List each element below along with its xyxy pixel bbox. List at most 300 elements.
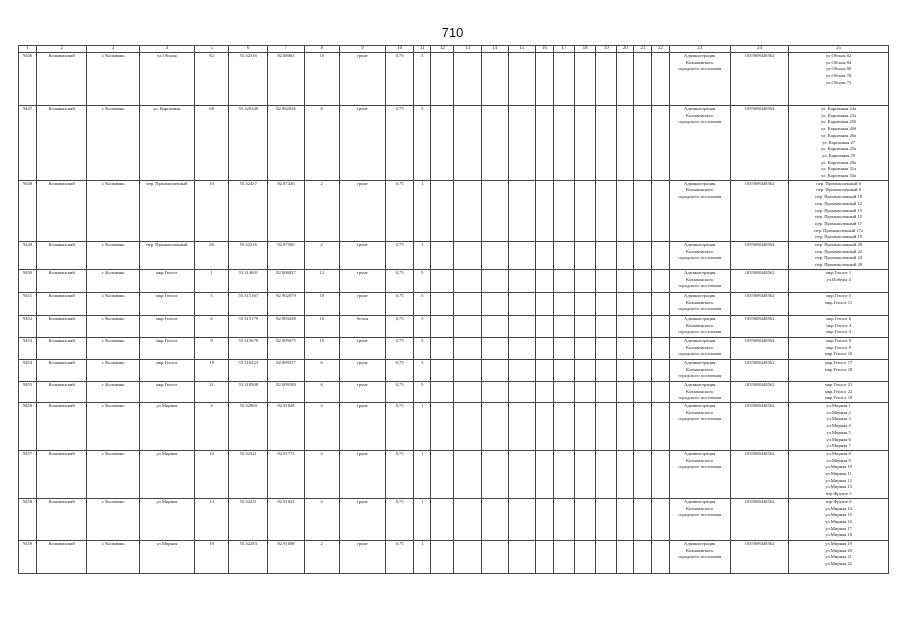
address-line: мкр.Геолог 5	[826, 292, 852, 298]
owner-cell	[669, 540, 730, 573]
table-row	[19, 242, 889, 270]
empty-cell	[634, 381, 652, 402]
table-row	[19, 180, 889, 241]
district-cell: Колыванский	[37, 540, 87, 573]
address-line: ул.Мирная 18	[825, 532, 852, 538]
empty-cell	[652, 315, 669, 337]
empty-cell	[553, 106, 574, 181]
empty-cell	[652, 381, 669, 402]
column-number-cell: 20	[617, 46, 634, 53]
empty-cell	[575, 381, 596, 402]
container-count-cell: 5	[414, 337, 431, 359]
served-addresses-cell	[789, 180, 889, 241]
column-number-cell: 11	[414, 46, 431, 53]
owner-cell	[669, 180, 730, 241]
empty-cell	[535, 53, 553, 106]
empty-cell	[553, 359, 574, 381]
surface-type-cell: грунт	[339, 450, 385, 498]
container-volume-cell: 0,75	[386, 402, 414, 450]
address-line: ул.Мирная 13	[825, 484, 852, 490]
empty-cell	[596, 337, 617, 359]
empty-cell	[553, 315, 574, 337]
address-line: ул.Обская 73	[825, 79, 852, 85]
address-line: пер. Промышленный 12	[815, 200, 863, 206]
empty-cell	[535, 292, 553, 315]
address-line: ул.Мирная 12	[825, 477, 852, 483]
empty-cell	[481, 292, 508, 315]
container-count-cell: 1	[414, 180, 431, 241]
house-number-cell: 82	[194, 53, 228, 106]
empty-cell	[481, 450, 508, 498]
address-line: пер. Промышленный 20	[815, 242, 863, 248]
empty-cell	[575, 269, 596, 292]
column-number-cell: 9	[339, 46, 385, 53]
address-line: мкр.Геолог 11	[825, 299, 853, 305]
empty-cell	[454, 315, 481, 337]
empty-cell	[454, 292, 481, 315]
column-number-cell: 5	[194, 46, 228, 53]
container-volume-cell: 0,75	[386, 180, 414, 241]
served-addresses-cell	[789, 402, 889, 450]
empty-cell	[652, 106, 669, 181]
surface-type-cell: грунт	[339, 242, 385, 270]
empty-cell	[454, 53, 481, 106]
column-number-cell: 24	[730, 46, 788, 53]
area-cell: 12	[304, 269, 339, 292]
empty-cell	[634, 53, 652, 106]
empty-cell	[596, 540, 617, 573]
empty-cell	[575, 498, 596, 540]
empty-cell	[553, 269, 574, 292]
address-line: мкр.Геолог 9	[826, 344, 852, 350]
owner-cell	[669, 106, 730, 181]
owner-line: городского поселения	[678, 194, 722, 200]
empty-cell	[535, 106, 553, 181]
empty-cell	[596, 269, 617, 292]
district-cell: Колыванский	[37, 450, 87, 498]
empty-cell	[535, 540, 553, 573]
served-addresses-cell	[789, 53, 889, 106]
empty-cell	[431, 292, 454, 315]
district-cell: Колыванский	[37, 292, 87, 315]
address-line: пер.Фрунзе 6	[825, 498, 852, 504]
house-number-cell: 68	[194, 106, 228, 181]
street-cell: мкр.Геолог	[139, 292, 194, 315]
empty-cell	[481, 53, 508, 106]
empty-cell	[508, 180, 535, 241]
address-line: ул.Мирная 9	[826, 457, 851, 463]
owner-line: городского поселения	[678, 329, 722, 335]
empty-cell	[617, 450, 634, 498]
empty-cell	[652, 540, 669, 573]
address-line: ул. Карпачная 23а	[821, 112, 857, 118]
table-row	[19, 402, 889, 450]
district-cell: Колыванский	[37, 180, 87, 241]
container-volume-cell: 0,75	[386, 242, 414, 270]
empty-cell	[575, 180, 596, 241]
empty-cell	[575, 540, 596, 573]
district-cell: Колыванский	[37, 402, 87, 450]
address-line: ул. Карпачная 24а	[821, 106, 857, 111]
column-number-cell: 12	[431, 46, 454, 53]
latitude-cell: 55.316223	[229, 359, 268, 381]
container-count-cell: 5	[414, 106, 431, 181]
empty-cell	[431, 315, 454, 337]
address-line: ул.Мирная 5	[826, 429, 851, 435]
empty-cell	[481, 315, 508, 337]
served-addresses-cell	[789, 381, 889, 402]
empty-cell	[553, 498, 574, 540]
page-number: 710	[441, 25, 464, 40]
ogrn-cell: 1055008448562	[730, 381, 788, 402]
area-cell: 10	[304, 315, 339, 337]
address-line: мкр.Геолог 21	[824, 381, 853, 387]
container-count-cell: 1	[414, 498, 431, 540]
empty-cell	[431, 498, 454, 540]
empty-cell	[535, 180, 553, 241]
empty-cell	[454, 106, 481, 181]
owner-cell	[669, 269, 730, 292]
empty-cell	[431, 450, 454, 498]
container-count-cell: 3	[414, 359, 431, 381]
owner-line: Колыванского	[685, 112, 714, 118]
street-cell: ул. Карпачная	[139, 106, 194, 181]
district-cell: Колыванский	[37, 53, 87, 106]
ogrn-cell: 1055008448562	[730, 540, 788, 573]
empty-cell	[575, 315, 596, 337]
street-cell: ул.Мирная	[139, 498, 194, 540]
owner-cell	[669, 402, 730, 450]
row-number-cell: 9446	[19, 53, 37, 106]
container-count-cell: 5	[414, 292, 431, 315]
empty-cell	[481, 498, 508, 540]
owner-cell	[669, 498, 730, 540]
owner-line: Колыванского	[685, 505, 714, 511]
latitude-cell: 55.32231	[229, 498, 268, 540]
latitude-cell: 55.320349	[229, 106, 268, 181]
owner-line: Колыванского	[685, 366, 714, 372]
owner-line: Колыванского	[685, 299, 714, 305]
owner-line: Колыванского	[685, 388, 714, 394]
owner-line: городского поселения	[678, 373, 722, 379]
row-number-cell: 9454	[19, 359, 37, 381]
empty-cell	[575, 450, 596, 498]
column-number-cell: 18	[575, 46, 596, 53]
empty-cell	[634, 315, 652, 337]
surface-type-cell: грунт	[339, 269, 385, 292]
address-line: ул.Обская 82	[825, 53, 852, 58]
row-number-cell: 9455	[19, 381, 37, 402]
street-cell: мкр.Геолог	[139, 381, 194, 402]
address-line: пер. Промышленный 28	[815, 262, 863, 268]
empty-cell	[535, 450, 553, 498]
address-line: пер. Промышленный 17	[815, 220, 863, 226]
owner-line: Администрация	[684, 106, 716, 111]
empty-cell	[481, 242, 508, 270]
area-cell: 6	[304, 381, 339, 402]
address-line: ул. Карпачная 26а	[821, 132, 857, 138]
latitude-cell: 55.32457	[229, 180, 268, 241]
street-cell: пер. Промышленный	[139, 242, 194, 270]
district-cell: Колыванский	[37, 337, 87, 359]
empty-cell	[652, 53, 669, 106]
street-cell: пер. Промышленный	[139, 180, 194, 241]
empty-cell	[617, 402, 634, 450]
owner-line: Администрация	[684, 540, 716, 546]
house-number-cell: 26	[194, 242, 228, 270]
longitude-cell: 82.909189	[268, 381, 304, 402]
empty-cell	[596, 315, 617, 337]
empty-cell	[431, 106, 454, 181]
house-number-cell: 19	[194, 540, 228, 573]
address-line: мкр.Геолог 10	[824, 351, 853, 357]
owner-line: городского поселения	[678, 66, 722, 72]
owner-line: Администрация	[684, 450, 716, 456]
empty-cell	[481, 402, 508, 450]
empty-cell	[634, 106, 652, 181]
district-cell: Колыванский	[37, 242, 87, 270]
address-line: ул.Мирная 14	[825, 505, 852, 511]
surface-type-cell: грунт	[339, 540, 385, 573]
address-line: мкр.Геолог 17	[824, 359, 853, 365]
container-volume-cell: 0,75	[386, 53, 414, 106]
empty-cell	[481, 180, 508, 241]
address-line: ул.Мирная 20	[825, 547, 852, 553]
served-addresses-cell	[789, 269, 889, 292]
container-count-cell: 5	[414, 381, 431, 402]
empty-cell	[596, 359, 617, 381]
empty-cell	[454, 359, 481, 381]
latitude-cell: 55.32541	[229, 450, 268, 498]
owner-line: Колыванского	[685, 248, 714, 254]
empty-cell	[617, 269, 634, 292]
empty-cell	[481, 269, 508, 292]
address-line: ул.Мирная 4	[826, 423, 851, 429]
owner-cell	[669, 450, 730, 498]
empty-cell	[634, 337, 652, 359]
district-cell: Колыванский	[37, 315, 87, 337]
container-count-cell: 1	[414, 450, 431, 498]
settlement-cell: г. Колывань	[87, 242, 139, 270]
ogrn-cell: 1055008448562	[730, 269, 788, 292]
empty-cell	[634, 540, 652, 573]
container-volume-cell: 0,75	[386, 315, 414, 337]
latitude-cell: 55.318308	[229, 381, 268, 402]
owner-cell	[669, 359, 730, 381]
settlement-cell: г. Колывань	[87, 292, 139, 315]
ogrn-cell: 1055008448562	[730, 359, 788, 381]
empty-cell	[481, 381, 508, 402]
latitude-cell: 55.32283	[229, 540, 268, 573]
house-number-cell: 14	[194, 498, 228, 540]
surface-type-cell: грунт	[339, 381, 385, 402]
table-row	[19, 359, 889, 381]
column-number-cell: 15	[508, 46, 535, 53]
address-line: пер. Промышленный 6	[816, 180, 861, 186]
settlement-cell: г. Колывань	[87, 180, 139, 241]
empty-cell	[431, 540, 454, 573]
column-number-cell: 19	[596, 46, 617, 53]
empty-cell	[617, 53, 634, 106]
owner-cell	[669, 381, 730, 402]
owner-cell	[669, 242, 730, 270]
container-count-cell: 5	[414, 53, 431, 106]
longitude-cell: 82.909537	[268, 359, 304, 381]
owner-cell	[669, 315, 730, 337]
address-line: ул.Обская 84	[825, 59, 852, 65]
ogrn-cell: 1055008448562	[730, 315, 788, 337]
container-count-cell: 5	[414, 315, 431, 337]
longitude-cell: 82.87436	[268, 180, 304, 241]
empty-cell	[508, 242, 535, 270]
address-line: пер. Промышленный 22	[815, 248, 863, 254]
address-line: мкр.Геолог 19	[824, 395, 853, 401]
ogrn-cell: 1055008448562	[730, 498, 788, 540]
column-number-cell: 17	[553, 46, 574, 53]
served-addresses-cell	[789, 540, 889, 573]
settlement-cell: г. Колывань	[87, 106, 139, 181]
empty-cell	[596, 498, 617, 540]
ogrn-cell: 1055008448562	[730, 450, 788, 498]
address-line: ул. Карпачная 25а	[821, 146, 857, 152]
empty-cell	[535, 402, 553, 450]
empty-cell	[575, 402, 596, 450]
empty-cell	[652, 359, 669, 381]
served-addresses-cell	[789, 292, 889, 315]
house-number-cell: 10	[194, 450, 228, 498]
settlement-cell: г. Колывань	[87, 381, 139, 402]
container-count-cell: 1	[414, 540, 431, 573]
empty-cell	[535, 269, 553, 292]
container-volume-cell: 0,75	[386, 540, 414, 573]
empty-cell	[431, 359, 454, 381]
settlement-cell: г. Колывань	[87, 53, 139, 106]
empty-cell	[508, 337, 535, 359]
row-number-cell: 9453	[19, 337, 37, 359]
owner-line: Колыванского	[685, 547, 714, 553]
empty-cell	[553, 180, 574, 241]
empty-cell	[508, 540, 535, 573]
empty-cell	[508, 381, 535, 402]
empty-cell	[553, 53, 574, 106]
empty-cell	[431, 381, 454, 402]
empty-cell	[575, 337, 596, 359]
street-cell: ул.Мирная	[139, 402, 194, 450]
empty-cell	[617, 180, 634, 241]
empty-cell	[634, 450, 652, 498]
district-cell: Колыванский	[37, 359, 87, 381]
empty-cell	[617, 498, 634, 540]
container-count-cell: 1	[414, 402, 431, 450]
empty-cell	[431, 337, 454, 359]
owner-line: Колыванского	[685, 59, 714, 65]
table-row	[19, 269, 889, 292]
address-line: мкр.Геолог 6	[826, 315, 852, 321]
owner-line: Колыванского	[685, 344, 714, 350]
empty-cell	[481, 106, 508, 181]
house-number-cell: 5	[194, 292, 228, 315]
empty-cell	[553, 292, 574, 315]
address-line: ул.Мирная 6	[826, 436, 851, 442]
empty-cell	[454, 498, 481, 540]
address-line: ул. Карпачная 33а	[821, 173, 857, 179]
house-number-cell: 8	[194, 337, 228, 359]
empty-cell	[508, 498, 535, 540]
street-cell: ул.Обская	[139, 53, 194, 106]
address-line: ул.Мирная 11	[825, 471, 852, 477]
ogrn-cell: 1055008448562	[730, 292, 788, 315]
table-row	[19, 337, 889, 359]
longitude-cell: 82.905675	[268, 337, 304, 359]
column-number-cell: 7	[268, 46, 304, 53]
row-number-cell: 9457	[19, 450, 37, 498]
street-cell: мкр.Геолог	[139, 337, 194, 359]
row-number-cell: 9448	[19, 180, 37, 241]
longitude-cell: 82.87500	[268, 242, 304, 270]
area-cell: 6	[304, 359, 339, 381]
longitude-cell: 82.91772	[268, 450, 304, 498]
column-number-cell: 13	[454, 46, 481, 53]
settlement-cell: г. Колывань	[87, 540, 139, 573]
house-number-cell: 4	[194, 402, 228, 450]
container-sites-table	[18, 45, 889, 574]
empty-cell	[617, 337, 634, 359]
column-number-cell: 6	[229, 46, 268, 53]
empty-cell	[634, 269, 652, 292]
owner-line: Администрация	[684, 292, 716, 298]
container-volume-cell: 0,75	[386, 292, 414, 315]
latitude-cell: 55.32316	[229, 242, 268, 270]
address-line: ул.Мирная 7	[826, 443, 851, 449]
row-number-cell: 9452	[19, 315, 37, 337]
latitude-cell: 55.314601	[229, 269, 268, 292]
empty-cell	[553, 402, 574, 450]
column-number-cell: 8	[304, 46, 339, 53]
area-cell: 2	[304, 180, 339, 241]
street-cell: ул.Мирная	[139, 450, 194, 498]
empty-cell	[431, 180, 454, 241]
owner-line: Колыванского	[685, 187, 714, 193]
address-line: мкр.Геолог 8	[826, 337, 852, 343]
empty-cell	[535, 498, 553, 540]
owner-cell	[669, 337, 730, 359]
empty-cell	[508, 402, 535, 450]
empty-cell	[652, 450, 669, 498]
empty-cell	[508, 269, 535, 292]
empty-cell	[634, 402, 652, 450]
container-volume-cell: 0,75	[386, 337, 414, 359]
latitude-cell: 55.315679	[229, 337, 268, 359]
area-cell: 2	[304, 242, 339, 270]
area-cell: 2	[304, 498, 339, 540]
address-line: ул.Мирная 21	[825, 554, 852, 560]
owner-line: городского поселения	[678, 255, 722, 261]
table-row	[19, 540, 889, 573]
surface-type-cell: грунт	[339, 337, 385, 359]
owner-line: городского поселения	[678, 512, 722, 518]
column-number-cell: 25	[789, 46, 889, 53]
area-cell: 10	[304, 53, 339, 106]
settlement-cell: г. Колывань	[87, 269, 139, 292]
empty-cell	[652, 337, 669, 359]
empty-cell	[596, 180, 617, 241]
surface-type-cell: бетон	[339, 315, 385, 337]
empty-cell	[508, 53, 535, 106]
empty-cell	[454, 450, 481, 498]
longitude-cell: 82.91028	[268, 402, 304, 450]
empty-cell	[634, 292, 652, 315]
address-line: ул.Мирная 15	[825, 512, 852, 518]
